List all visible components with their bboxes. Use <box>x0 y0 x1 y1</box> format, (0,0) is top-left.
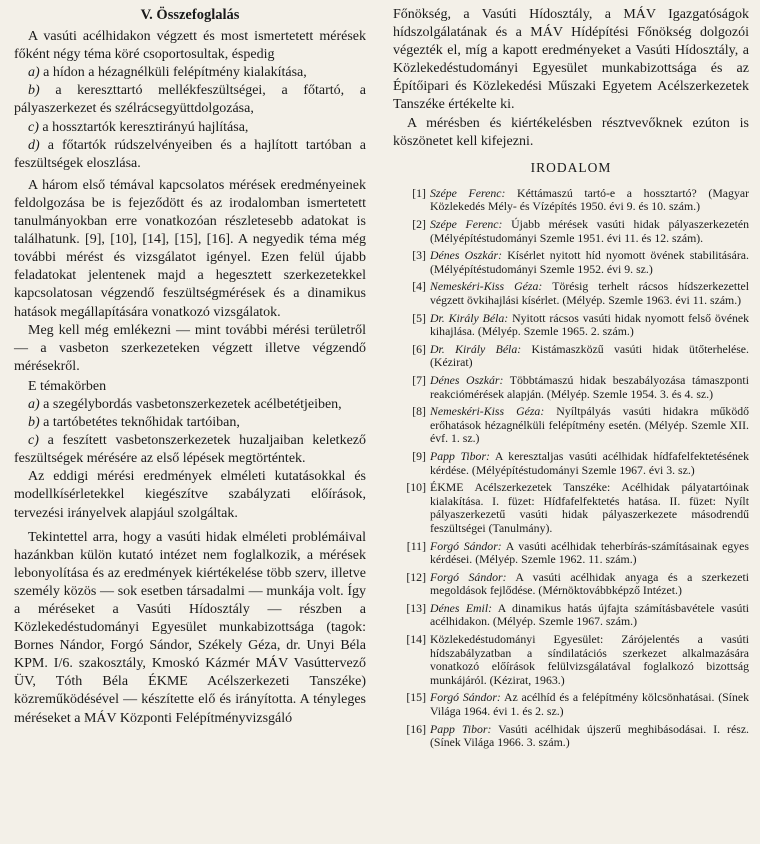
reference-body: Az acélhíd és a felépítmény kölcsönhatásai. (Sínek Világa 1964. évi 1. és 2. sz.) <box>430 690 749 719</box>
topic-text: a főtartók rúdszelvényeiben és a hajlított tartóban a feszültségek eloszlása. <box>14 137 366 171</box>
topic-text: a feszített vasbetonszerkezetek huzaljaiban keletkező feszültségek mérésére az első lépések megtörténtek. <box>14 433 366 467</box>
body-paragraph: A három első témával kapcsolatos mérések eredményeinek feldolgozása be is fejeződött és az irodalomban ismertetett tanulmányokban erre vonatkozóan részletesebb adatokat is találhatunk. [9], [10], [14], [15], [16]. A negyedik téma még további mérést és vizsgálatot igényel. Ezen felül újabb feladatokat jelentenek majd a hegesztett szerkezetekkel kapcsolatosan végzendő feszültségmérések és a dinamikus hatások megállapítására vonatkozó vizsgálatok. <box>14 177 366 320</box>
reference-text <box>430 405 749 446</box>
topic-item <box>14 414 366 432</box>
reference-number: [10] <box>406 480 426 495</box>
reference-number: [4] <box>412 279 426 294</box>
reference-item <box>393 280 749 307</box>
topic-text: a tartóbetétes teknőhidak tartóiban, <box>39 415 240 431</box>
reference-author: Dénes Emil: <box>430 600 493 615</box>
reference-item <box>393 571 749 598</box>
reference-item <box>393 218 749 245</box>
reference-author: Forgó Sándor: <box>430 690 501 705</box>
reference-text <box>430 312 749 339</box>
reference-text <box>430 280 749 307</box>
topic-text: a hídon a hézagnélküli felépítmény kialakítása, <box>39 65 307 81</box>
reference-number: [8] <box>412 404 426 419</box>
reference-body: Nyitott rácsos vasúti hidak nyomott felső övének kihajlása. (Mélyép. Szemle 1965. 2. szám.) <box>430 310 749 339</box>
reference-author: Szépe Ferenc: <box>430 185 506 200</box>
reference-text <box>430 633 749 687</box>
intro-paragraph: A vasúti acélhidakon végzett és most ismertetett mérések főként négy téma köré csoportosultak, éspedig <box>14 29 366 63</box>
topic-item <box>14 137 366 173</box>
topic-item <box>14 396 366 414</box>
topic-item <box>14 82 366 118</box>
body-paragraph: Meg kell még emlékezni — mint további mérési területről — a vasbeton szerkezeteken végzett illetve végzendő mérésekről. <box>14 322 366 374</box>
body-paragraph: Az eddigi mérési eredmények elméleti kutatásokkal és modellkísérletekkel kiegészítve szabályzati előírások, tervezési irányelvek alapjául szolgáltak. <box>14 469 366 521</box>
reference-item <box>393 691 749 718</box>
reference-item <box>393 723 749 750</box>
reference-number: [14] <box>406 632 426 647</box>
topic-item <box>14 119 366 137</box>
reference-item <box>393 405 749 446</box>
body-paragraph: Tekintettel arra, hogy a vasúti hidak elméleti problémáival hazánkban külön kutató intézet nem foglalkozik, a mérések lebonyolítása és az eredmények kiértékelése több szerv, illetve személy közös — sok esetben társadalmi — munkája volt. Így a méréseket a Vasúti Hídosztály — részben a Közlekedéstudományi Egyesület munkabizottsága (tagok: Bornes Nándor, Forgó Sándor, Székely Géza, dr. Unyi Béla KPM. I/6. szakosztály, Kmoskó Kázmér MÁV Vasúttervező ÜV, Tóth Béla ÉKME Acélszerkezeti Tanszéke) közreműködésével — készítette elő és irányította. A tényleges méréseket a MÁV Központi Felépítményvizsgáló <box>14 529 366 726</box>
reference-text <box>430 249 749 276</box>
reference-body: A vasúti acélhidak teherbírás-számításainak egyes kérdései. (Mélyép. Szemle 1962. 11. szám.) <box>430 538 749 567</box>
reference-text <box>430 691 749 718</box>
reference-body: Kéttámaszú tartó-e a hossztartó? (Magyar Közlekedés Mély- és Vízépítés 1950. évi 9. és 10. szám.) <box>430 185 750 214</box>
reference-number: [2] <box>412 217 426 232</box>
reference-text <box>430 571 749 598</box>
reference-text <box>430 343 749 370</box>
reference-item <box>393 187 749 214</box>
reference-text <box>430 481 749 535</box>
reference-item <box>393 312 749 339</box>
reference-body: Kistámaszközű vasúti hidak ütőterhelése. (Kézirat) <box>430 341 749 370</box>
topic-letter: a) <box>28 396 40 412</box>
topic-item <box>14 432 366 468</box>
reference-author: Forgó Sándor: <box>430 538 502 553</box>
reference-text <box>430 602 749 629</box>
reference-number: [15] <box>406 690 426 705</box>
reference-author: Dénes Oszkár: <box>430 248 503 263</box>
reference-body: Többtámaszú hidak beszabályozása támaszponti reakciómérések alapján. (Mélyép. Szemle 1954. 3. és 4. sz.) <box>430 372 749 401</box>
topic-letter: a) <box>28 65 40 81</box>
reference-body: Nyíltpályás vasúti hidakra működő erőhatások hézagnélküli felépítmény esetén. (Mélyép. Szemle XII. évf. 1. sz.) <box>430 404 750 446</box>
reference-item <box>393 374 749 401</box>
reference-number: [1] <box>412 185 426 200</box>
reference-text <box>430 187 749 214</box>
reference-text <box>430 450 749 477</box>
body-paragraph: E témakörben <box>28 378 107 394</box>
references-list <box>393 187 749 750</box>
reference-author: Dr. Király Béla: <box>430 310 509 325</box>
reference-text <box>430 218 749 245</box>
reference-body: A dinamikus hatás újfajta számításbavétele vasúti acélhidakon. (Mélyép. Szemle 1967. szám.) <box>430 600 750 629</box>
reference-author: Nemeskéri-Kiss Géza: <box>430 279 543 294</box>
references-heading: IRODALOM <box>530 159 612 175</box>
reference-number: [6] <box>412 341 426 356</box>
reference-author: Szépe Ferenc: <box>430 217 503 232</box>
topic-text: a hossztartók keresztirányú hajlítása, <box>38 119 249 135</box>
topic-text: a kereszttartó mellékfeszültségei, a főtartó, a pályaszerkezet és szélrácsegyüttdolgozása, <box>14 83 366 117</box>
topic-letter: b) <box>28 83 40 99</box>
topic-letter: c) <box>28 119 39 135</box>
left-column <box>14 6 366 728</box>
topic-item <box>14 64 366 82</box>
topic-letter: b) <box>28 415 40 431</box>
reference-item <box>393 602 749 629</box>
reference-number: [16] <box>406 721 426 736</box>
reference-text <box>430 374 749 401</box>
reference-body: ÉKME Acélszerkezetek Tanszéke: Acélhidak pályatartóinak kialakítása. I. füzet: Hídfafelfektetés hatása. II. füzet: Nyílt pályaszerkezetű vasúti hidak pályaszerkezete másodrendű feszültségei (Tanulmány). <box>430 480 749 535</box>
reference-number: [11] <box>406 538 426 553</box>
reference-item <box>393 343 749 370</box>
reference-number: [3] <box>412 248 426 263</box>
reference-item <box>393 249 749 276</box>
reference-text <box>430 723 749 750</box>
section-title: V. Összefoglalás <box>140 7 240 23</box>
reference-text <box>430 540 749 567</box>
reference-number: [5] <box>412 310 426 325</box>
topic-letter: c) <box>28 433 39 449</box>
reference-author: Dénes Oszkár: <box>430 372 504 387</box>
reference-author: Forgó Sándor: <box>430 569 507 584</box>
reference-item <box>393 481 749 535</box>
reference-number: [7] <box>412 372 426 387</box>
reference-body: Kísérlet nyitott híd nyomott övének stabilitására. (Mélyépítéstudományi Szemle 1952. évi 9. sz.) <box>430 248 749 276</box>
reference-item <box>393 450 749 477</box>
reference-author: Papp Tibor: <box>430 448 490 463</box>
reference-author: Dr. Király Béla: <box>430 341 522 356</box>
reference-number: [9] <box>412 448 426 463</box>
reference-body: Közlekedéstudományi Egyesület: Zárójelentés a vasúti hídszabályzatban a síndilatációs szerkezet alkalmazására vonatkozó előírások felülvizsgálatával foglalkozó bizottság munkájáról. (Kézirat, 1963.) <box>430 632 749 687</box>
reference-item <box>393 540 749 567</box>
reference-author: Nemeskéri-Kiss Géza: <box>430 404 545 419</box>
topic-letter: d) <box>28 137 40 153</box>
reference-number: [13] <box>406 600 426 615</box>
reference-body: A keresztaljas vasúti acélhidak hídfafelfektetésének kérdése. (Mélyépítéstudományi Szemle 1967. évi 3. sz.) <box>430 448 749 477</box>
continuation-paragraph: Főnökség, a Vasúti Hídosztály, a MÁV Igazgatóságok hídszolgálatának és a MÁV Hídépítési Főnökség dolgozói végezték el, míg a kapott eredményeket a Vasúti Hídosztály, a Közlekedéstudományi Egyesület munkabizottsága és az Építőipari és Közlekedési Műszaki Egyetem Acélszerkezetek Tanszéke értékelte ki. <box>393 7 749 113</box>
topic-text: a szegélybordás vasbetonszerkezetek acélbetétjeiben, <box>39 396 342 412</box>
right-column <box>393 6 749 754</box>
reference-body: Vasúti acélhidak újszerű meghibásodásai. I. rész. (Sínek Világa 1966. 3. szám.) <box>430 721 749 750</box>
reference-body: A vasúti acélhidak anyaga és a szerkezeti megoldások fejlődése. (Mérnöktovábbképző Intézet.) <box>430 569 749 598</box>
reference-body: Újabb mérések vasúti hidak pályaszerkezetén (Mélyépítéstudományi Szemle 1951. évi 11. és 12. szám). <box>430 217 749 245</box>
reference-author: Papp Tibor: <box>430 721 492 736</box>
reference-body: Törésig terhelt rácsos hídszerkezettel végzett övkihajlási kísérlet. (Mélyép. Szemle 1963. évi 11. szám.) <box>430 279 749 307</box>
reference-item <box>393 633 749 687</box>
reference-number: [12] <box>406 569 426 584</box>
acknowledgement-paragraph: A mérésben és kiértékelésben résztvevőknek ezúton is köszönetet kell kifejezni. <box>393 115 749 149</box>
